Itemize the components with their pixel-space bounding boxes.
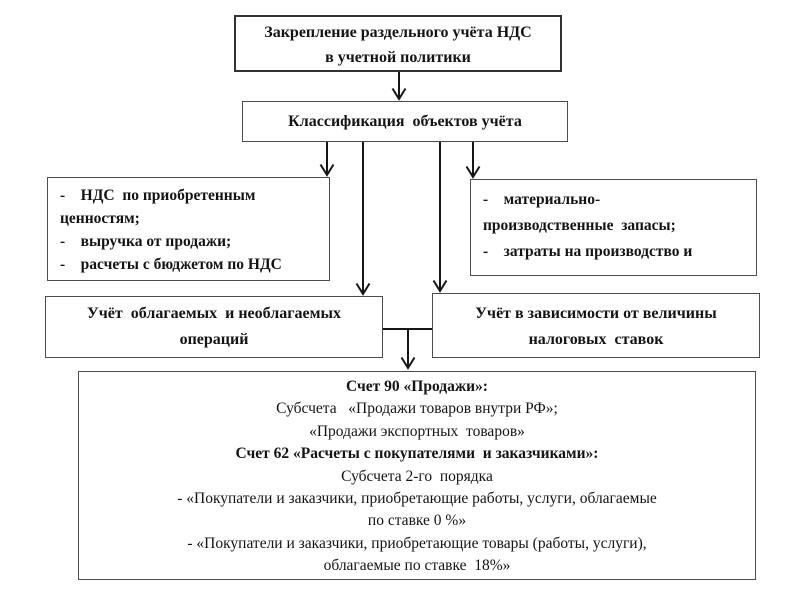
arrow-classification-to-vat-items [321,142,334,175]
box-inventory [470,179,757,276]
arrow-classification-to-taxable-operations [357,142,370,294]
vat-items-line-1: - НДС по приобретенным [60,187,256,204]
arrow-classification-to-tax-rates [434,142,447,291]
box-vat-items [47,177,330,281]
box-tax-rates [432,293,760,358]
box-classification [242,101,568,142]
accounts-line-1: Счет 90 «Продажи»: [346,378,488,395]
box-title [234,15,562,72]
arrow-title-to-classification [393,72,406,99]
title-line-2: в учетной политики [325,49,471,66]
taxable-operations-line-2: операций [179,331,249,348]
box-taxable-operations [45,296,383,358]
accounts-line-9: облагаемые по ставке 18%» [323,557,511,575]
title-line-1: Закрепление раздельного учёта НДС [264,24,532,41]
accounts-line-6: - «Покупатели и заказчики, приобретающие работы, услуги, облагаемые [177,490,657,508]
vat-items-line-4: - расчеты с бюджетом по НДС [60,256,282,273]
inventory-line-3: - затраты на производство и [483,243,693,260]
accounts-line-3: «Продажи экспортных товаров» [309,422,525,440]
vat-items-line-2: ценностям; [60,210,140,227]
inventory-line-2: производственные запасы; [483,217,676,234]
arrow-classification-to-inventory [467,142,480,177]
accounts-line-5: Субсчета 2-го порядка [341,467,493,485]
connector-mid-boxes-to-accounts [383,329,432,368]
taxable-operations-line-1: Учёт облагаемых и необлагаемых [87,305,341,322]
accounts-line-2: Субсчета «Продажи товаров внутри РФ»; [276,400,558,418]
accounts-line-8: - «Покупатели и заказчики, приобретающие товары (работы, услуги), [187,534,647,552]
accounts-line-4: Счет 62 «Расчеты с покупателями и заказчиками»: [235,445,599,463]
inventory-line-1: - материально- [483,191,601,208]
accounts-line-7: по ставке 0 %» [367,512,467,530]
vat-items-line-3: - выручка от продажи; [60,233,232,250]
tax-rates-line-1: Учёт в зависимости от величины [475,305,717,322]
classification-label: Классификация объектов учёта [288,112,522,130]
tax-rates-line-2: налоговых ставок [528,331,664,348]
box-accounts [78,371,756,580]
